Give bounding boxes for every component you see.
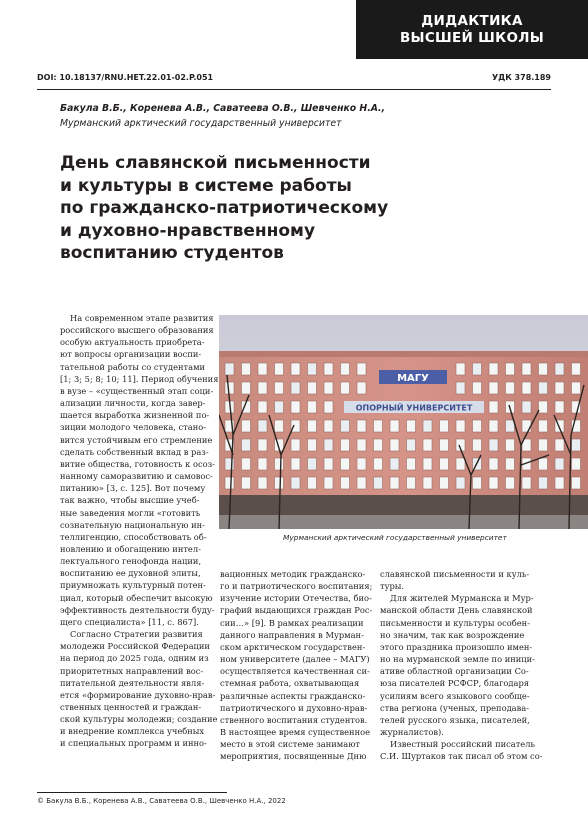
text-line: приоритетных направлений вос- [60, 665, 204, 676]
text-line: На современном этапе развития [70, 313, 214, 323]
text-line: новлению и обогащению интел- [60, 543, 201, 554]
text-line: место в этой системе занимают [220, 739, 361, 750]
text-line: и специальных программ и инно- [60, 738, 207, 749]
text-line: ственного воспитания студентов. [220, 714, 368, 725]
section-tag-line1: ДИДАКТИКА [421, 13, 523, 29]
authors: Бакула В.Б., Коренева А.В., Саватеева О.В., Шевченко Н.А., [60, 103, 385, 114]
text-line: изучение истории Отечества, био- [220, 593, 372, 604]
sign-magu: МАГУ [397, 373, 429, 384]
text-line: графий выдающихся граждан Рос- [220, 605, 373, 616]
title-line: День славянской письменности [60, 153, 371, 173]
text-line: ственных ценностей и граждан- [60, 702, 202, 712]
text-line: стемная работа, охватывающая [220, 678, 360, 689]
text-line: лектуального генофонда нации, [60, 556, 202, 567]
text-line: шается выработка жизненной по- [60, 410, 210, 421]
text-line: ном университете (далее – МАГУ) [220, 654, 370, 665]
text-line: российского высшего образования [60, 325, 214, 336]
text-line: ется «формирование духовно-нрав- [60, 689, 216, 700]
text-line: усилиям всего языкового сообще- [380, 690, 530, 701]
text-line: Согласно Стратегии развития [70, 629, 203, 640]
text-line: вится устойчивым его стремление [60, 434, 213, 445]
text-line: патриотического и духовно-нрав- [220, 702, 368, 713]
text-line: телей русского языка, писателей, [380, 714, 530, 725]
text-line: мероприятия, посвященные Дню [220, 751, 367, 762]
text-line: Для жителей Мурманска и Мур- [390, 593, 534, 604]
text-line: данного направления в Мурман- [220, 629, 364, 640]
text-line: и внедрение комплекса учебных [60, 726, 205, 737]
text-line: ском арктическом государствен- [220, 641, 366, 652]
body-column-1 [60, 312, 219, 750]
text-line: ные заведения могли «готовить [60, 507, 201, 518]
body-column-3 [380, 568, 555, 763]
text-line: эффективность деятельности буду- [60, 604, 215, 615]
text-line: теллигенцию, способствовать об- [60, 531, 207, 542]
text-line: С.И. Шуртаков так писал об этом со- [380, 751, 543, 762]
text-line: на период до 2025 года, одним из [60, 653, 209, 664]
university-photo [219, 315, 588, 529]
text-line: но значим, так как возрождение [380, 629, 525, 640]
text-line: вационных методик гражданско- [220, 569, 366, 579]
text-line: в вузе – «существенный этап соци- [60, 385, 214, 396]
text-line: воспитанию ее духовной элиты, [60, 568, 201, 579]
affiliation: Мурманский арктический государственный университет [60, 118, 342, 129]
text-line: ской культуры молодежи; создание [60, 714, 218, 725]
text-line: но на мурманской земле по иници- [380, 654, 535, 665]
text-line: сделать собственный вклад в раз- [60, 446, 209, 457]
text-line: особую актуальность приобрета- [60, 337, 205, 348]
text-line: сознательную национальную ин- [60, 519, 205, 530]
sign-support: ОПОРНЫЙ УНИВЕРСИТЕТ [355, 403, 473, 413]
text-line: [1; 3; 5; 8; 10; 11]. Период обучения [60, 373, 219, 384]
text-line: питательной деятельности явля- [60, 677, 205, 688]
section-tag-line2: ВЫСШЕЙ ШКОЛЫ [399, 30, 545, 46]
text-line: щего специалиста» [11, с. 867]. [60, 616, 199, 627]
title-line: и духовно-нравственному [60, 220, 316, 241]
text-line: го и патриотического воспитания; [220, 581, 373, 592]
text-line: ют вопросы организации воспи- [60, 349, 202, 360]
text-line: так важно, чтобы высшие учеб- [60, 495, 200, 506]
text-line: зиции молодого человека, стано- [60, 422, 207, 433]
text-line: манской области День славянской [380, 605, 533, 616]
title-line: по гражданско-патриотическому [60, 198, 389, 218]
footer-rule [37, 792, 227, 793]
text-line: ства региона (ученых, преподава- [380, 702, 530, 713]
text-line: славянской письменности и куль- [380, 569, 530, 579]
text-line: питанию» [3, с. 125]. Вот почему [60, 483, 206, 494]
text-line: циал, который обеспечит высокую [60, 592, 213, 603]
text-line: различные аспекты гражданско- [220, 690, 366, 701]
text-line: этого праздника произошло имен- [380, 641, 533, 652]
text-line: журналистов). [380, 727, 444, 738]
copyright: © Бакула В.Б., Коренева А.В., Саватеева О.В., Шевченко Н.А., 2022 [37, 797, 286, 805]
article-title [60, 152, 480, 265]
doi-label[interactable]: DOI: 10.18137/RNU.HET.22.01-02.P.051 [37, 73, 214, 82]
text-line: ализации личности, когда завер- [60, 398, 206, 409]
body-column-2 [220, 568, 373, 763]
section-tag [356, 0, 588, 59]
header-rule [37, 89, 551, 90]
text-line: В настоящее время существенное [220, 727, 371, 738]
text-line: нанному саморазвитию и самовос- [60, 471, 213, 482]
title-line: воспитанию студентов [60, 243, 284, 263]
text-line: письменности и культуры особен- [380, 617, 530, 628]
text-line: сии…» [9]. В рамках реализации [220, 617, 364, 628]
text-line: туры. [380, 581, 405, 592]
udk-label: УДК 378.189 [491, 73, 551, 82]
title-line: и культуры в системе работы [60, 175, 352, 196]
text-line: ативе областной организации Со- [380, 666, 529, 677]
text-line: тательной работы со студентами [60, 361, 206, 372]
text-line: Известный российский писатель [390, 739, 536, 750]
text-line: витие общества, готовность к осоз- [60, 458, 215, 469]
text-line: приумножать культурный потен- [60, 580, 206, 591]
text-line: молодежи Российской Федерации [60, 641, 210, 652]
photo-caption: Мурманский арктический государственный университет [283, 533, 507, 542]
text-line: юза писателей РСФСР, благодаря [380, 678, 530, 689]
text-line: осуществляется качественная си- [220, 666, 370, 677]
